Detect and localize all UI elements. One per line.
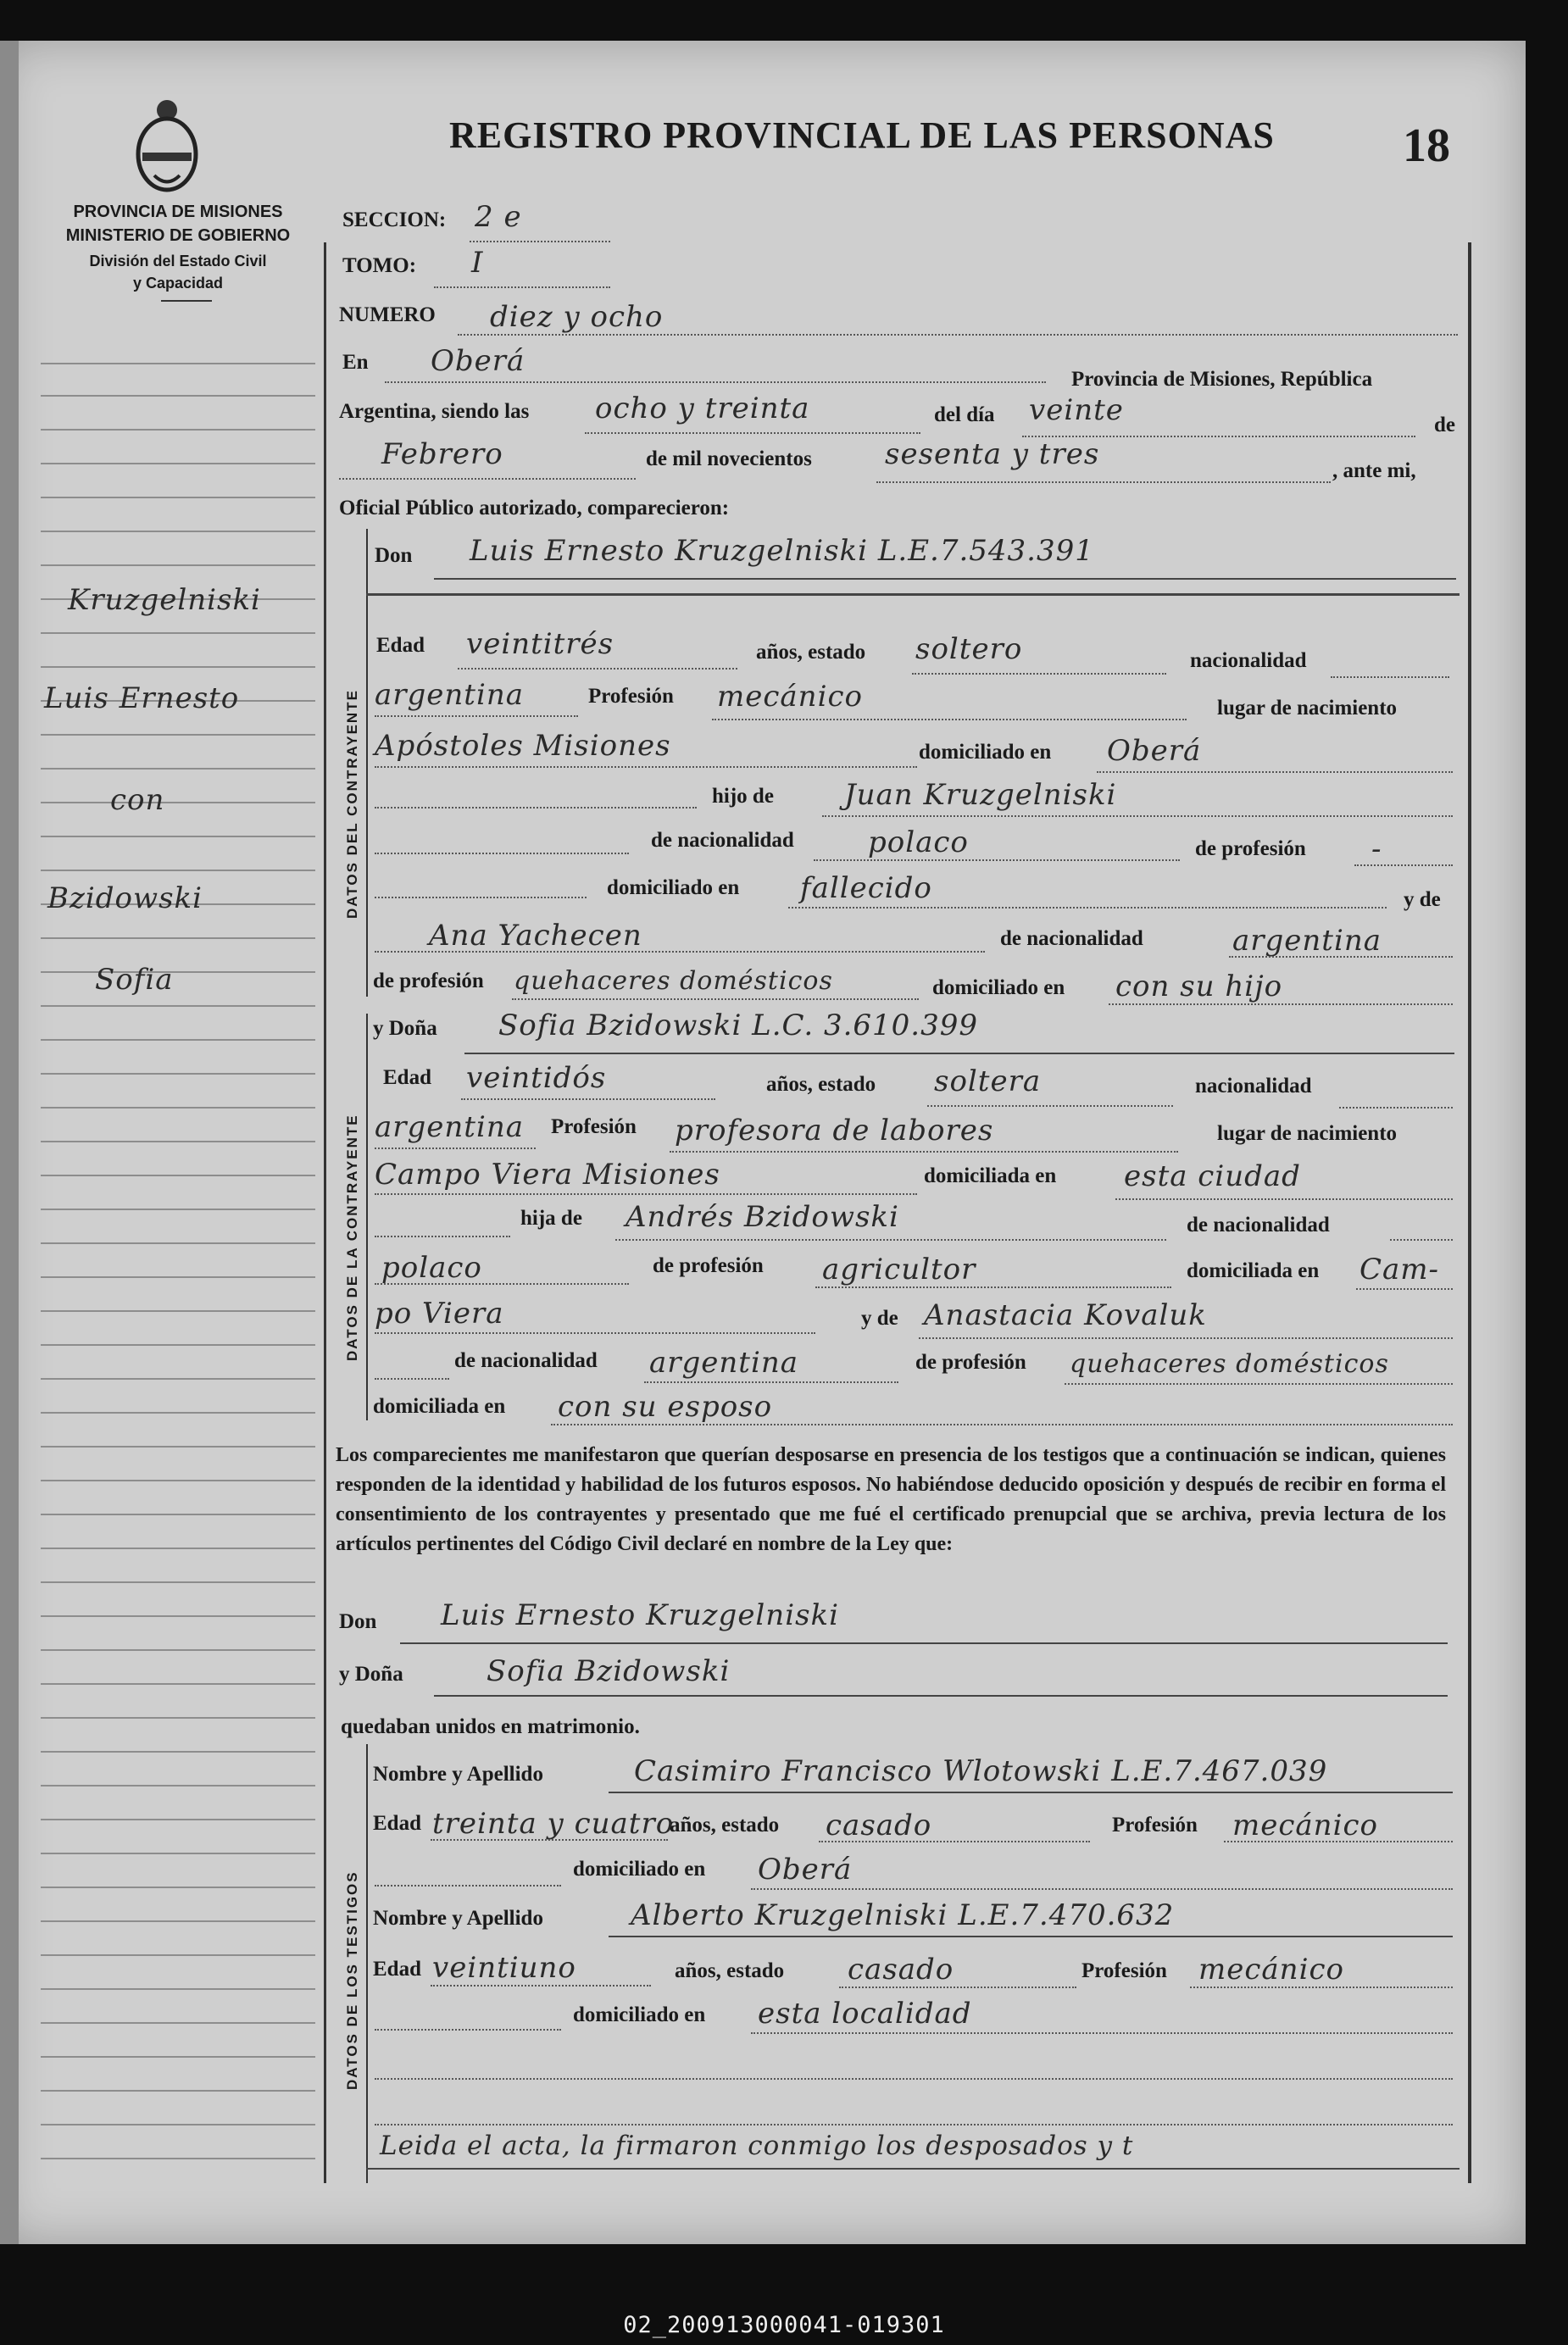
ruled-line bbox=[41, 1683, 315, 1685]
page-title: REGISTRO PROVINCIAL DE LAS PERSONAS bbox=[449, 114, 1275, 156]
witness1-domicilio: Oberá bbox=[758, 1853, 853, 1887]
ruled-line bbox=[1065, 1383, 1453, 1385]
label-edad: Edad bbox=[373, 1958, 421, 1981]
ruled-line bbox=[1224, 1841, 1453, 1842]
ruled-line bbox=[919, 1337, 1453, 1339]
groom-padre-profesion: - bbox=[1371, 832, 1382, 866]
ruled-line bbox=[461, 1098, 715, 1100]
office-division: División del Estado Civil bbox=[89, 253, 267, 270]
ruled-line bbox=[41, 1649, 315, 1651]
page-number: 18 bbox=[1403, 119, 1450, 172]
ruled-line bbox=[615, 1239, 1166, 1241]
ruled-line bbox=[375, 1236, 510, 1237]
label-nacionalidad: nacionalidad bbox=[1190, 649, 1307, 672]
groom-profesion: mecánico bbox=[717, 680, 863, 714]
bride-madre-profesion: quehaceres domésticos bbox=[1070, 1349, 1389, 1379]
groom-lugar: Apóstoles Misiones bbox=[375, 729, 671, 763]
ruled-line bbox=[375, 1378, 449, 1380]
witness2-edad: veintiuno bbox=[432, 1951, 576, 1985]
book-spine bbox=[0, 41, 19, 2244]
witness2-estado: casado bbox=[848, 1953, 954, 1987]
ruled-line bbox=[41, 971, 315, 973]
ruled-line bbox=[788, 907, 1387, 909]
ruled-line bbox=[41, 1378, 315, 1380]
ruled-line bbox=[41, 1446, 315, 1448]
label-nacionalidad: nacionalidad bbox=[1195, 1075, 1312, 1097]
value-numero: diez y ocho bbox=[490, 300, 664, 334]
witness2-profesion: mecánico bbox=[1198, 1953, 1344, 1987]
ruled-line bbox=[609, 1792, 1453, 1793]
margin-note: Bzidowski bbox=[47, 881, 203, 915]
ruled-line bbox=[41, 1310, 315, 1312]
ruled-line bbox=[41, 1276, 315, 1278]
ruled-line bbox=[41, 429, 315, 431]
ruled-line bbox=[41, 363, 315, 364]
ruled-line bbox=[41, 1344, 315, 1346]
witness-section-border bbox=[366, 1744, 368, 2183]
ruled-line bbox=[41, 531, 315, 532]
witness2-domicilio: esta localidad bbox=[758, 1997, 972, 2031]
ruled-line bbox=[41, 937, 315, 939]
ruled-line bbox=[434, 578, 1456, 580]
label-de-nacionalidad: de nacionalidad bbox=[1000, 927, 1143, 950]
ruled-line bbox=[41, 2158, 315, 2159]
ruled-line bbox=[1115, 1198, 1453, 1200]
value-en: Oberá bbox=[431, 344, 525, 378]
ruled-line bbox=[375, 853, 629, 854]
ruled-line bbox=[375, 1885, 561, 1887]
value-seccion: 2 e bbox=[475, 200, 522, 234]
ruled-line bbox=[751, 2032, 1453, 2034]
ruled-line bbox=[41, 2056, 315, 2058]
bride-padre-nacionalidad: polaco bbox=[381, 1251, 482, 1285]
ruled-line bbox=[1354, 864, 1453, 866]
label-nombre-apellido: Nombre y Apellido bbox=[373, 1907, 543, 1930]
section-witness-label: DATOS DE LOS TESTIGOS bbox=[344, 1870, 360, 2090]
ruled-line bbox=[876, 481, 1331, 483]
ruled-line bbox=[551, 1424, 1453, 1425]
margin-note: Luis Ernesto bbox=[44, 681, 240, 715]
ruled-line bbox=[41, 1887, 315, 1888]
ruled-line bbox=[1390, 1239, 1453, 1241]
ruled-line bbox=[458, 668, 737, 670]
value-mes: Febrero bbox=[381, 437, 503, 471]
ruled-line bbox=[431, 1839, 668, 1841]
label-de-profesion: de profesión bbox=[915, 1351, 1026, 1374]
label-anos-estado: años, estado bbox=[675, 1959, 785, 1982]
section-groom-label: DATOS DEL CONTRAYENTE bbox=[344, 689, 360, 919]
ruled-line bbox=[431, 1985, 651, 1987]
ruled-line bbox=[644, 1381, 898, 1383]
label-anos-estado: años, estado bbox=[756, 641, 866, 664]
ruled-line bbox=[41, 1005, 315, 1007]
office-province: PROVINCIA DE MISIONES bbox=[73, 203, 283, 221]
ruled-line bbox=[819, 1841, 1090, 1842]
bride-madre: Anastacia Kovaluk bbox=[924, 1298, 1207, 1332]
label-oficial: Oficial Público autorizado, comparecieron: bbox=[339, 497, 730, 520]
margin-note: Sofia bbox=[95, 963, 174, 997]
ruled-line bbox=[470, 241, 610, 242]
bride-profesion: profesora de labores bbox=[675, 1114, 994, 1147]
label-tomo: TOMO: bbox=[342, 254, 417, 277]
office-divider bbox=[161, 300, 212, 302]
ruled-line bbox=[41, 1615, 315, 1617]
ruled-line bbox=[609, 1936, 1453, 1937]
ruled-line bbox=[822, 815, 1453, 817]
bride-section-border bbox=[366, 1014, 368, 1420]
groom-madre-nacionalidad: argentina bbox=[1232, 924, 1382, 958]
label-domiciliado: domiciliado en bbox=[573, 2003, 706, 2026]
groom-madre-profesion: quehaceres domésticos bbox=[514, 966, 833, 996]
ruled-line bbox=[434, 286, 610, 288]
ruled-line bbox=[1097, 771, 1453, 773]
ruled-line bbox=[41, 666, 315, 668]
ruled-line bbox=[375, 1147, 536, 1149]
ruled-line bbox=[375, 1283, 629, 1285]
ruled-line bbox=[375, 2029, 561, 2031]
ruled-line bbox=[41, 1819, 315, 1820]
bride-estado: soltera bbox=[934, 1064, 1042, 1098]
ruled-line bbox=[670, 1151, 1178, 1153]
ruled-line bbox=[339, 478, 636, 480]
label-de: de bbox=[1434, 414, 1455, 436]
ruled-line bbox=[41, 768, 315, 770]
label-don-final: Don bbox=[339, 1610, 377, 1633]
bride-name: Sofia Bzidowski L.C. 3.610.399 bbox=[498, 1009, 978, 1042]
register-page bbox=[0, 41, 1526, 2244]
bride-padre-domicilio: Cam- bbox=[1359, 1253, 1440, 1286]
bride-edad: veintidós bbox=[466, 1061, 607, 1095]
ruled-line bbox=[41, 1954, 315, 1956]
ruled-line bbox=[41, 1581, 315, 1583]
margin-note: Kruzgelniski bbox=[68, 583, 261, 617]
groom-padre: Juan Kruzgelniski bbox=[844, 778, 1117, 812]
ruled-line bbox=[814, 859, 1180, 861]
ruled-line bbox=[41, 1209, 315, 1210]
ruled-line bbox=[41, 2124, 315, 2126]
label-lugar: lugar de nacimiento bbox=[1217, 697, 1398, 720]
groom-padre-domicilio: fallecido bbox=[800, 871, 932, 905]
ruled-line bbox=[41, 1073, 315, 1075]
ruled-line bbox=[712, 719, 1187, 720]
label-nombre-apellido: Nombre y Apellido bbox=[373, 1763, 543, 1786]
ruled-line bbox=[41, 1107, 315, 1109]
groom-section-border bbox=[366, 529, 368, 997]
witness1-edad: treinta y cuatro bbox=[432, 1807, 675, 1841]
label-quedaban: quedaban unidos en matrimonio. bbox=[341, 1715, 640, 1738]
label-edad: Edad bbox=[383, 1066, 431, 1089]
bride-madre-nacionalidad: argentina bbox=[649, 1346, 799, 1380]
label-domiciliada: domiciliada en bbox=[373, 1395, 506, 1418]
label-anos-estado: años, estado bbox=[670, 1814, 780, 1837]
ruled-line bbox=[41, 395, 315, 397]
label-domiciliado: domiciliado en bbox=[607, 876, 740, 899]
ruled-line bbox=[375, 715, 578, 717]
ruled-line bbox=[41, 1514, 315, 1515]
ruled-line bbox=[41, 2022, 315, 2024]
bride-nacionalidad: argentina bbox=[375, 1110, 525, 1144]
ruled-line bbox=[41, 632, 315, 634]
ruled-line bbox=[434, 1695, 1448, 1697]
label-numero: NUMERO bbox=[339, 303, 436, 326]
groom-edad: veintitrés bbox=[466, 627, 614, 661]
witness2-name: Alberto Kruzgelniski L.E.7.470.632 bbox=[631, 1898, 1175, 1932]
witness1-name: Casimiro Francisco Wlotowski L.E.7.467.039 bbox=[634, 1754, 1328, 1788]
ruled-line bbox=[751, 1888, 1453, 1890]
coat-of-arms-icon bbox=[129, 95, 205, 197]
bride-madre-domicilio: con su esposo bbox=[558, 1390, 773, 1424]
ruled-line bbox=[912, 673, 1166, 675]
groom-madre: Ana Yachecen bbox=[429, 919, 642, 953]
groom-estado: soltero bbox=[915, 632, 1023, 666]
ruled-line bbox=[41, 802, 315, 803]
image-caption: 02_200913000041-019301 bbox=[623, 2312, 945, 2338]
groom-padre-nacionalidad: polaco bbox=[868, 825, 969, 859]
groom-name: Luis Ernesto Kruzgelniski L.E.7.543.391 bbox=[470, 534, 1094, 568]
ruled-line bbox=[41, 1039, 315, 1041]
label-anos-estado: años, estado bbox=[766, 1073, 876, 1096]
ruled-line bbox=[366, 2168, 1460, 2170]
ruled-line bbox=[41, 870, 315, 871]
closing-text: Leida el acta, la firmaron conmigo los desposados y t bbox=[380, 2131, 1134, 2161]
label-de-nacionalidad: de nacionalidad bbox=[1187, 1214, 1330, 1236]
label-dona-final: y Doña bbox=[339, 1663, 403, 1686]
label-hija-de: hija de bbox=[520, 1207, 582, 1230]
office-capacity: y Capacidad bbox=[132, 275, 224, 292]
ruled-line bbox=[512, 998, 919, 1000]
ruled-line bbox=[927, 1105, 1173, 1107]
ruled-line bbox=[458, 334, 1458, 336]
ruled-line bbox=[41, 1480, 315, 1481]
ruled-line bbox=[41, 1175, 315, 1176]
label-profesion: Profesión bbox=[1081, 1959, 1167, 1982]
label-de-profesion: de profesión bbox=[653, 1254, 764, 1277]
label-profesion: Profesión bbox=[1112, 1814, 1198, 1837]
label-profesion: Profesión bbox=[551, 1115, 637, 1138]
label-hijo-de: hijo de bbox=[712, 785, 774, 808]
ruled-line bbox=[815, 1286, 1171, 1288]
ruled-line bbox=[41, 1412, 315, 1414]
label-ante-mi: , ante mi, bbox=[1332, 459, 1416, 482]
label-lugar: lugar de nacimiento bbox=[1217, 1122, 1398, 1145]
ruled-line bbox=[400, 1642, 1448, 1644]
ruled-line bbox=[375, 807, 697, 809]
value-dia: veinte bbox=[1029, 393, 1124, 427]
ruled-line bbox=[41, 463, 315, 464]
ruled-line bbox=[375, 2124, 1453, 2126]
label-y-dona: y Doña bbox=[373, 1017, 437, 1040]
label-profesion: Profesión bbox=[588, 685, 674, 708]
label-seccion: SECCION: bbox=[342, 208, 447, 231]
ruled-line bbox=[41, 836, 315, 837]
label-y-de: y de bbox=[861, 1307, 898, 1330]
ruled-line bbox=[1339, 1107, 1453, 1109]
ruled-line bbox=[375, 766, 917, 768]
don-final-name: Luis Ernesto Kruzgelniski bbox=[441, 1598, 840, 1632]
label-edad: Edad bbox=[373, 1812, 421, 1835]
bride-padre-domicilio-cont: po Viera bbox=[375, 1297, 504, 1331]
ruled-line bbox=[375, 1193, 917, 1195]
ruled-line bbox=[41, 734, 315, 736]
ruled-line bbox=[464, 1053, 1454, 1054]
groom-madre-domicilio: con su hijo bbox=[1115, 970, 1283, 1003]
label-de-nacionalidad: de nacionalidad bbox=[651, 829, 794, 852]
ruled-line bbox=[1331, 676, 1449, 678]
bride-padre-profesion: agricultor bbox=[822, 1253, 976, 1286]
label-don: Don bbox=[375, 544, 413, 567]
label-domiciliada: domiciliada en bbox=[1187, 1259, 1320, 1282]
label-de-mil: de mil novecientos bbox=[646, 447, 812, 470]
ruled-line bbox=[375, 951, 985, 953]
value-hora: ocho y treinta bbox=[595, 392, 810, 425]
label-de-nacionalidad: de nacionalidad bbox=[454, 1349, 598, 1372]
label-domiciliado: domiciliado en bbox=[919, 741, 1052, 764]
declaration-text: Los comparecientes me manifestaron que querían desposarse en presencia de los testigos que a continuación se indican, quienes responden de la identidad y habilidad de los futuros esposos. No habiéndose deducido oposición y después de recibir en forma el consentimiento de los contrayentes y presentado que me fué el certificado prenupcial que se archiva, previa lectura de los artículos pertinentes del Código Civil declaré en nombre de la Ley que: bbox=[336, 1444, 1446, 1555]
ruled-line bbox=[41, 1242, 315, 1244]
bride-domicilio: esta ciudad bbox=[1124, 1159, 1301, 1193]
label-domiciliado: domiciliado en bbox=[573, 1858, 706, 1881]
ruled-line bbox=[41, 1548, 315, 1549]
ruled-line bbox=[41, 1751, 315, 1753]
label-edad: Edad bbox=[376, 634, 425, 657]
label-domiciliado: domiciliado en bbox=[932, 976, 1065, 999]
section-bride-label: DATOS DE LA CONTRAYENTE bbox=[344, 1114, 360, 1361]
bride-lugar: Campo Viera Misiones bbox=[375, 1158, 720, 1192]
ruled-line bbox=[366, 593, 1460, 596]
ruled-line bbox=[41, 1785, 315, 1787]
ruled-line bbox=[41, 1717, 315, 1719]
value-tomo: I bbox=[471, 246, 484, 280]
ruled-line bbox=[41, 1988, 315, 1990]
ruled-line bbox=[839, 1987, 1076, 1988]
label-domiciliada: domiciliada en bbox=[924, 1164, 1057, 1187]
label-provincia: Provincia de Misiones, República bbox=[1071, 368, 1373, 391]
ruled-line bbox=[375, 1332, 815, 1334]
office-ministry: MINISTERIO DE GOBIERNO bbox=[65, 226, 291, 245]
ruled-line bbox=[41, 2090, 315, 2092]
ruled-line bbox=[41, 1920, 315, 1922]
ruled-line bbox=[585, 432, 920, 434]
margin-note: con bbox=[110, 783, 165, 817]
ruled-line bbox=[385, 381, 1046, 383]
ruled-line bbox=[1356, 1288, 1453, 1290]
label-de-profesion: de profesión bbox=[373, 970, 484, 992]
label-y-de: y de bbox=[1404, 888, 1441, 911]
ruled-line bbox=[1109, 1003, 1453, 1005]
value-anio: sesenta y tres bbox=[885, 437, 1100, 471]
bride-padre: Andrés Bzidowski bbox=[626, 1200, 899, 1234]
ruled-line bbox=[41, 564, 315, 566]
ruled-line bbox=[1229, 956, 1453, 958]
label-del-dia: del día bbox=[934, 403, 995, 426]
ruled-line bbox=[41, 1853, 315, 1854]
groom-nacionalidad: argentina bbox=[375, 678, 525, 712]
label-siendo: Argentina, siendo las bbox=[339, 400, 530, 423]
ruled-line bbox=[41, 1141, 315, 1142]
witness1-estado: casado bbox=[826, 1809, 932, 1842]
dona-final-name: Sofia Bzidowski bbox=[487, 1654, 731, 1688]
groom-domicilio: Oberá bbox=[1107, 734, 1202, 768]
ruled-line bbox=[375, 2078, 1453, 2080]
ruled-line bbox=[375, 897, 587, 898]
label-en: En bbox=[342, 351, 369, 374]
witness1-profesion: mecánico bbox=[1232, 1809, 1378, 1842]
margin-border bbox=[324, 242, 326, 2183]
label-de-profesion: de profesión bbox=[1195, 837, 1306, 860]
right-border bbox=[1468, 242, 1471, 2183]
ruled-line bbox=[1190, 1987, 1453, 1988]
ruled-line bbox=[41, 497, 315, 498]
